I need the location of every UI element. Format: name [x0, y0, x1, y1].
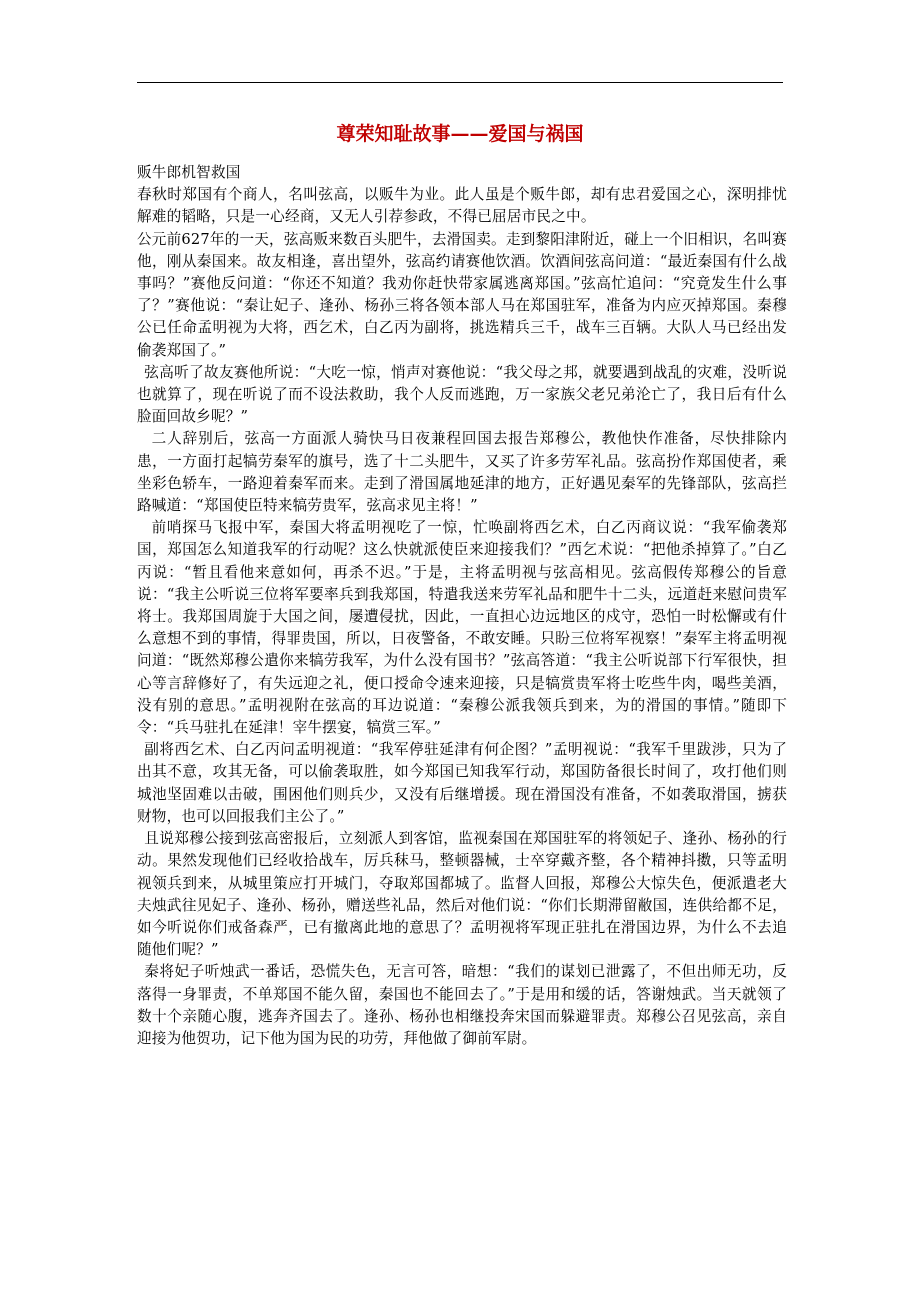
paragraph-1: 春秋时郑国有个商人，名叫弦高，以贩牛为业。此人虽是个贩牛郎，却有忠君爱国之心，深明排忧解难的韬略，只是一心经商，又无人引荐参政，不得已屈居市民之中。: [137, 186, 787, 226]
document-title: 尊荣知耻故事——爱国与祸国: [336, 123, 584, 145]
paragraph-7: 且说郑穆公接到弦高密报后，立刻派人到客馆，监视秦国在郑国驻军的将领妃子、逢孙、杨孙的行动。果然发现他们已经收拾战车，厉兵秣马，整顿器械，士卒穿戴齐整，各个精神抖擞，只等孟明视领兵到来，从城里策应打开城门，夺取郑国都城了。监督人回报，郑穆公大惊失色，便派遣老大夫烛武往见妃子、逢孙、杨孙，赠送些礼品，然后对他们说：“你们长期滞留敝国，连供给都不足，如今听说你们戒备森严，已有撤离此地的意思了？孟明视将军现正驻扎在滑国边界，为什么不去追随他们呢？”: [137, 830, 787, 959]
paragraph-5: 前哨探马飞报中军，秦国大将孟明视吃了一惊，忙唤副将西乞术，白乙丙商议说：“我军偷袭郑国，郑国怎么知道我军的行动呢？这么快就派使臣来迎接我们？”西乞术说：“把他杀掉算了。”白乙丙说：“暂且看他来意如何，再杀不迟。”于是，主将孟明视与弦高相见。弦高假传郑穆公的旨意说：“我主公听说三位将军要率兵到我郑国，特遣我送来劳军礼品和肥牛十二头，远道赶来慰问贵军将士。我郑国周旋于大国之间，屡遭侵扰，因此，一直担心边远地区的戍守，恐怕一时松懈或有什么意想不到的事情，得罪贵国，所以，日夜警备，不敢安睡。只盼三位将军视察！”秦军主将孟明视问道：“既然郑穆公遣你来犒劳我军，为什么没有国书？”弦高答道：“我主公听说部下行军很快，担心等言辞修好了，有失远迎之礼，便口授命令速来迎接，只是犒赏贵军将士吃些牛肉，喝些美酒，没有别的意思。”孟明视附在弦高的耳边说道：“秦穆公派我领兵到来，为的滑国的事情。”随即下令：“兵马驻扎在延津！宰牛摆宴，犒赏三军。”: [137, 519, 787, 737]
paragraph-3: 弦高听了故友赛他所说：“大吃一惊，悄声对赛他说：“我父母之邦，就要遇到战乱的灾难，没听说也就算了，现在听说了而不设法救助，我个人反而逃跑，万一家族父老兄弟沦亡了，我日后有什么脸面回故乡呢？”: [137, 363, 787, 426]
document-body: [137, 162, 787, 1050]
paragraph-6: 副将西乞术、白乙丙问孟明视道：“我军停驻延津有何企图？”孟明视说：“我军千里跋涉，只为了出其不意，攻其无备，可以偷袭取胜，如今郑国已知我军行动，郑国防备很长时间了，攻打他们则城池坚固难以击破，围困他们则兵少，又没有后继增援。现在滑国没有准备，不如袭取滑国，掳获财物，也可以回报我们主公了。”: [137, 741, 787, 825]
paragraph-2: 公元前627年的一天，弦高贩来数百头肥牛，去滑国卖。走到黎阳津附近，碰上一个旧相识，名叫赛他，刚从秦国来。故友相逢，喜出望外，弦高约请赛他饮酒。饮酒间弦高问道：“最近秦国有什么战事吗？”赛他反问道：“你还不知道？我劝你赶快带家属逃离郑国。”弦高忙追问：“究竟发生什么事了？”赛他说：“秦让妃子、逢孙、杨孙三将各领本部人马在郑国驻军，准备为内应灭掉郑国。秦穆公已任命孟明视为大将，西乞术，白乙丙为副将，挑选精兵三千，战车三百辆。大队人马已经出发偷袭郑国了。”: [137, 230, 787, 359]
section-subtitle: 贩牛郎机智救国: [137, 164, 241, 181]
paragraph-4: 二人辞别后，弦高一方面派人骑快马日夜兼程回国去报告郑穆公，教他快作准备，尽快排除内患，一方面打起犒劳秦军的旗号，选了十二头肥牛，又买了许多劳军礼品。弦高扮作郑国使者，乘坐彩色轿车，一路迎着秦军而来。走到了滑国属地延津的地方，正好遇见秦军的先锋部队，弦高拦路喊道：“郑国使臣特来犒劳贵军，弦高求见主将！”: [137, 430, 787, 515]
paragraph-8: 秦将妃子听烛武一番话，恐慌失色，无言可答，暗想：“我们的谋划已泄露了，不但出师无功，反落得一身罪责，不单郑国不能久留，秦国也不能回去了。”于是用和缓的话，答谢烛武。当天就领了数十个亲随心腹，逃奔齐国去了。逢孙、杨孙也相继投奔宋国而躲避罪责。郑穆公召见弦高，亲自迎接为他贺功，记下他为国为民的功劳，拜他做了御前军尉。: [137, 963, 787, 1047]
header-rule: [137, 82, 783, 83]
